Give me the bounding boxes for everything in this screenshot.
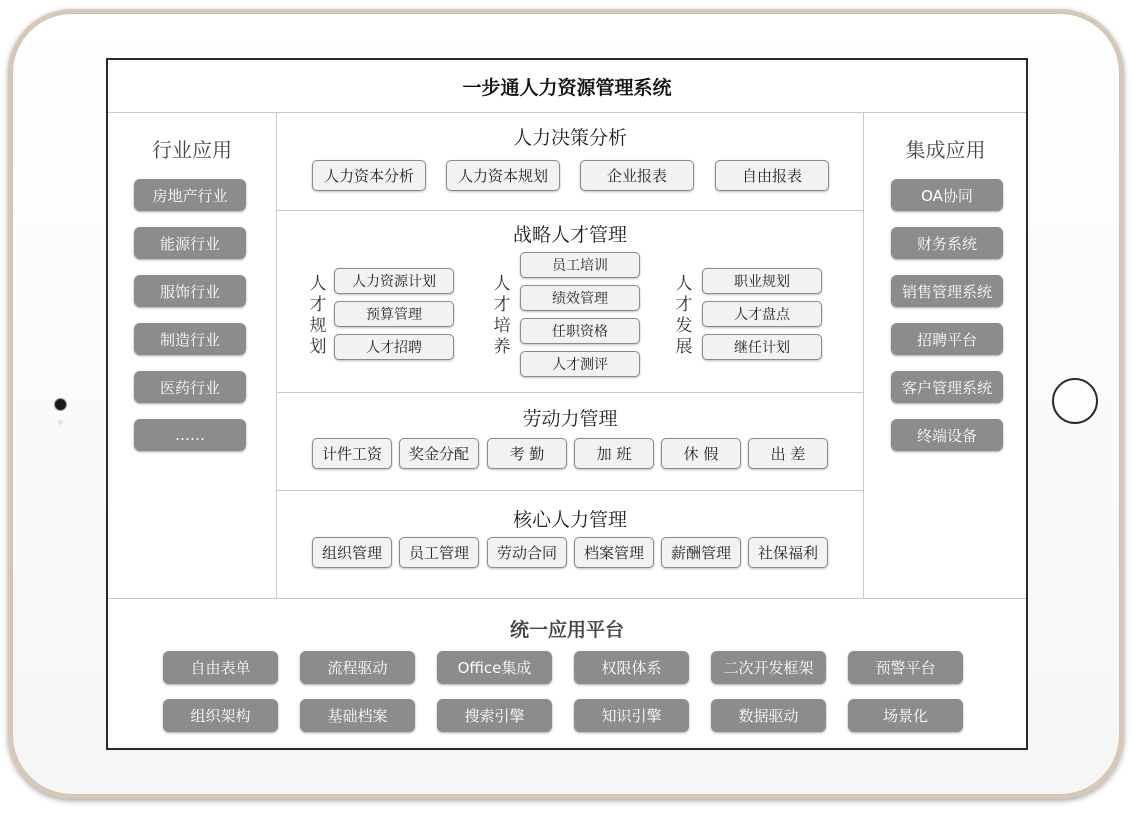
section-labor [277, 392, 863, 491]
decision-item[interactable]: 企业报表 [580, 160, 694, 191]
labor-item[interactable]: 奖金分配 [399, 438, 479, 469]
section-strategy [277, 210, 863, 393]
strategy-item[interactable]: 人力资源计划 [334, 268, 454, 294]
platform-item[interactable]: 组织架构 [163, 699, 278, 732]
section-decision-title: 人力决策分析 [512, 127, 627, 149]
strategy-group-label: 人才规划 [309, 274, 327, 357]
strategy-item[interactable]: 人才招聘 [334, 334, 454, 360]
core-item[interactable]: 档案管理 [574, 537, 654, 568]
diagram-title: 一步通人力资源管理系统 [108, 60, 1026, 113]
integration-panel-title: 集成应用 [905, 138, 986, 162]
integration-item[interactable]: 终端设备 [891, 419, 1003, 451]
platform-item[interactable]: 自由表单 [163, 651, 278, 684]
platform-section [108, 598, 1026, 749]
strategy-item[interactable]: 任职资格 [520, 318, 640, 344]
platform-item[interactable]: 权限体系 [574, 651, 689, 684]
platform-title: 统一应用平台 [509, 619, 624, 641]
platform-item[interactable]: 场景化 [848, 699, 963, 732]
integration-item[interactable]: 客户管理系统 [891, 371, 1003, 403]
integration-item[interactable]: 财务系统 [891, 227, 1003, 259]
section-core [277, 490, 863, 598]
industry-item[interactable]: 房地产行业 [134, 179, 246, 211]
integration-item[interactable]: 招聘平台 [891, 323, 1003, 355]
strategy-item[interactable]: 人才测评 [520, 351, 640, 377]
section-core-title: 核心人力管理 [512, 509, 627, 531]
industry-panel-title: 行业应用 [152, 138, 232, 162]
integration-item[interactable]: 销售管理系统 [891, 275, 1003, 307]
section-decision [277, 112, 863, 211]
platform-item[interactable]: 知识引擎 [574, 699, 689, 732]
strategy-group-label: 人才培养 [493, 274, 511, 357]
section-strategy-title: 战略人才管理 [512, 224, 627, 246]
home-button[interactable] [1052, 378, 1098, 424]
strategy-item[interactable]: 预算管理 [334, 301, 454, 327]
platform-item[interactable]: 基础档案 [300, 699, 415, 732]
platform-item[interactable]: 搜索引擎 [437, 699, 552, 732]
decision-item[interactable]: 自由报表 [715, 160, 829, 191]
section-labor-title: 劳动力管理 [522, 408, 618, 430]
industry-item[interactable]: 能源行业 [134, 227, 246, 259]
sensor-icon [58, 420, 63, 425]
integration-panel [863, 112, 1027, 598]
core-item[interactable]: 薪酬管理 [661, 537, 741, 568]
core-item[interactable]: 社保福利 [748, 537, 828, 568]
industry-item[interactable]: 服饰行业 [134, 275, 246, 307]
platform-item[interactable]: 二次开发框架 [711, 651, 826, 684]
integration-item[interactable]: OA协同 [891, 179, 1003, 211]
core-modules [277, 112, 863, 598]
labor-item[interactable]: 考 勤 [487, 438, 567, 469]
decision-item[interactable]: 人力资本分析 [312, 160, 426, 191]
industry-item-more[interactable]: …… [134, 419, 246, 451]
platform-item[interactable]: Office集成 [437, 651, 552, 684]
decision-item[interactable]: 人力资本规划 [446, 160, 560, 191]
strategy-item[interactable]: 绩效管理 [520, 285, 640, 311]
industry-panel [108, 112, 277, 598]
strategy-item[interactable]: 继任计划 [702, 334, 822, 360]
labor-item[interactable]: 出 差 [748, 438, 828, 469]
core-item[interactable]: 劳动合同 [487, 537, 567, 568]
industry-item[interactable]: 制造行业 [134, 323, 246, 355]
strategy-item[interactable]: 员工培训 [520, 252, 640, 278]
strategy-group-label: 人才发展 [675, 274, 693, 357]
platform-item[interactable]: 预警平台 [848, 651, 963, 684]
industry-item[interactable]: 医药行业 [134, 371, 246, 403]
labor-item[interactable]: 加 班 [574, 438, 654, 469]
core-item[interactable]: 员工管理 [399, 537, 479, 568]
diagram-screen [106, 58, 1028, 750]
platform-item[interactable]: 数据驱动 [711, 699, 826, 732]
labor-item[interactable]: 计件工资 [312, 438, 392, 469]
strategy-item[interactable]: 职业规划 [702, 268, 822, 294]
labor-item[interactable]: 休 假 [661, 438, 741, 469]
platform-item[interactable]: 流程驱动 [300, 651, 415, 684]
core-item[interactable]: 组织管理 [312, 537, 392, 568]
strategy-item[interactable]: 人才盘点 [702, 301, 822, 327]
camera-icon [55, 399, 66, 410]
